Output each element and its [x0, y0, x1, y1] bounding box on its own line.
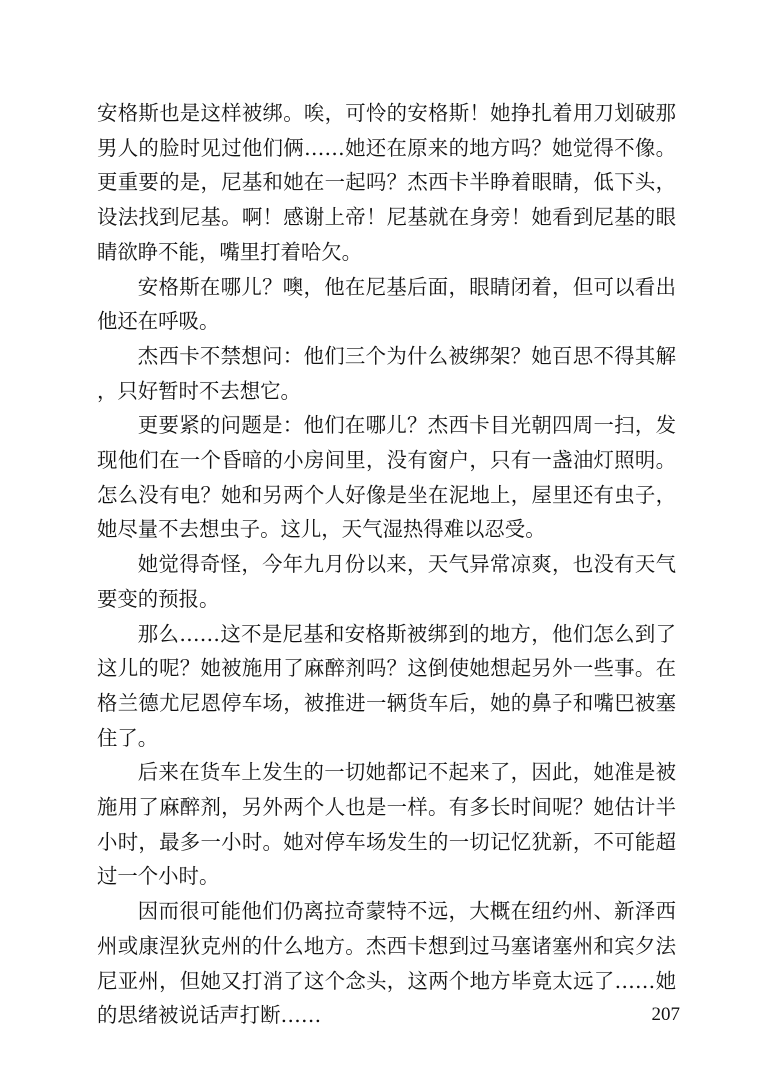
paragraph-3: 杰西卡不禁想问：他们三个为什么被绑架？她百思不得其解，只好暂时不去想它。 — [97, 343, 676, 403]
paragraph-8: 因而很可能他们仍离拉奇蒙特不远，大概在纽约州、新泽西州或康涅狄克州的什么地方。杰西卡想到过马塞诸塞州和宾夕法尼亚州，但她又打消了这个念头，这两个地方毕竟太远了……她的思绪被说话声打断…… — [97, 899, 676, 1028]
paragraph-4: 更要紧的问题是：他们在哪儿？杰西卡目光朝四周一扫，发现他们在一个昏暗的小房间里，没有窗户，只有一盏油灯照明。怎么没有电？她和另两个人好像是坐在泥地上，屋里还有虫子，她尽量不去想虫子。这儿，天气湿热得难以忍受。 — [97, 413, 676, 542]
paragraph-2: 安格斯在哪儿？噢，他在尼基后面，眼睛闭着，但可以看出他还在呼吸。 — [97, 274, 676, 334]
paragraph-7: 后来在货车上发生的一切她都记不起来了，因此，她准是被施用了麻醉剂，另外两个人也是一样。有多长时间呢？她估计半小时，最多一小时。她对停车场发生的一切记忆犹新，不可能超过一个小时。 — [97, 760, 676, 889]
page-number: 207 — [651, 1004, 680, 1025]
paragraph-1: 安格斯也是这样被绑。唉，可怜的安格斯！她挣扎着用刀划破那男人的脸时见过他们俩……她还在原来的地方吗？她觉得不像。更重要的是，尼基和她在一起吗？杰西卡半睁着眼睛，低下头，设法找到尼基。啊！感谢上帝！尼基就在身旁！她看到尼基的眼睛欲睁不能，嘴里打着哈欠。 — [97, 101, 676, 264]
paragraph-6: 那么……这不是尼基和安格斯被绑到的地方，他们怎么到了这儿的呢？她被施用了麻醉剂吗？这倒使她想起另外一些事。在格兰德尤尼恩停车场，被推进一辆货车后，她的鼻子和嘴巴被塞住了。 — [97, 621, 676, 750]
body-text — [97, 96, 676, 1033]
paragraph-5: 她觉得奇怪，今年九月份以来，天气异常凉爽，也没有天气要变的预报。 — [97, 552, 676, 611]
